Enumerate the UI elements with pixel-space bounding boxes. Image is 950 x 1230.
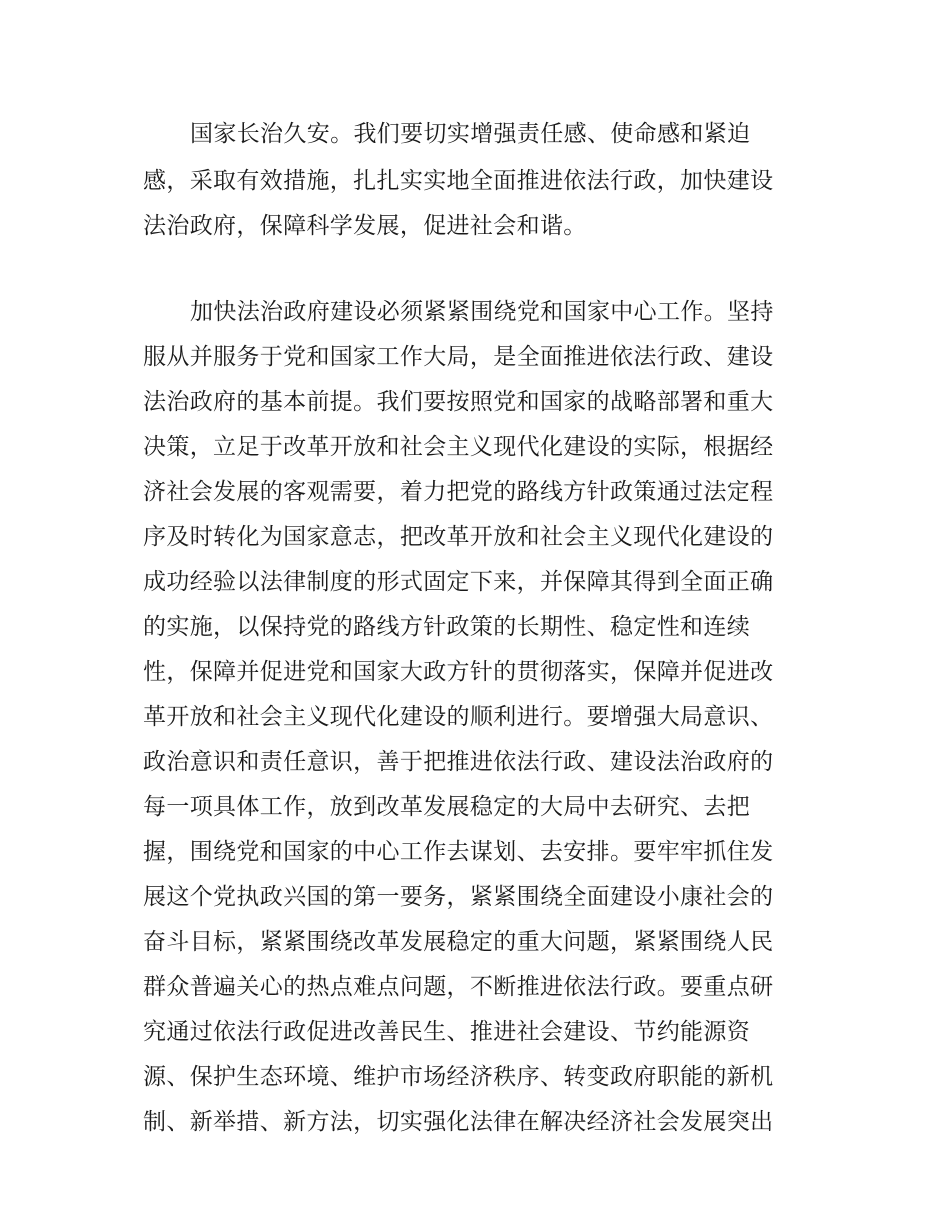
paragraph-1-line-2: 感，采取有效措施，扎扎实实地全面推进依法行政，加快建设 — [143, 168, 774, 194]
paragraph-2-line-6: 序及时转化为国家意志，把改革开放和社会主义现代化建设的 — [143, 524, 774, 550]
paragraph-2-line-14: 展这个党执政兴国的第一要务，紧紧围绕全面建设小康社会的 — [143, 884, 774, 910]
paragraph-2-line-4: 决策，立足于改革开放和社会主义现代化建设的实际，根据经 — [143, 434, 774, 460]
paragraph-2-line-3: 法治政府的基本前提。我们要按照党和国家的战略部署和重大 — [143, 389, 774, 415]
paragraph-2-line-12: 每一项具体工作，放到改革发展稳定的大局中去研究、去把 — [143, 794, 751, 820]
paragraph-2-line-5: 济社会发展的客观需要，着力把党的路线方针政策通过法定程 — [143, 479, 774, 505]
paragraph-2-line-13: 握，围绕党和国家的中心工作去谋划、去安排。要牢牢抓住发 — [143, 839, 774, 865]
paragraph-2-line-1: 加快法治政府建设必须紧紧围绕党和国家中心工作。坚持 — [190, 299, 774, 325]
paragraph-2-line-9: 性，保障并促进党和国家大政方针的贯彻落实，保障并促进改 — [143, 659, 774, 685]
paragraph-2-line-7: 成功经验以法律制度的形式固定下来，并保障其得到全面正确 — [143, 569, 774, 595]
paragraph-2-line-8: 的实施，以保持党的路线方针政策的长期性、稳定性和连续 — [143, 614, 751, 640]
paragraph-2-line-19: 制、新举措、新方法，切实强化法律在解决经济社会发展突出 — [143, 1109, 774, 1135]
paragraph-1-line-3: 法治政府，保障科学发展，促进社会和谐。 — [143, 213, 587, 239]
paragraph-2-line-17: 究通过依法行政促进改善民生、推进社会建设、节约能源资 — [143, 1019, 751, 1045]
paragraph-2-line-18: 源、保护生态环境、维护市场经济秩序、转变政府职能的新机 — [143, 1064, 774, 1090]
paragraph-2-line-11: 政治意识和责任意识，善于把推进依法行政、建设法治政府的 — [143, 749, 774, 775]
paragraph-2-line-2: 服从并服务于党和国家工作大局，是全面推进依法行政、建设 — [143, 344, 774, 370]
paragraph-2-line-15: 奋斗目标，紧紧围绕改革发展稳定的重大问题，紧紧围绕人民 — [143, 929, 774, 955]
paragraph-2-line-10: 革开放和社会主义现代化建设的顺利进行。要增强大局意识、 — [143, 704, 774, 730]
paragraph-1-line-1: 国家长治久安。我们要切实增强责任感、使命感和紧迫 — [190, 121, 751, 147]
paragraph-2-line-16: 群众普遍关心的热点难点问题，不断推进依法行政。要重点研 — [143, 974, 774, 1000]
